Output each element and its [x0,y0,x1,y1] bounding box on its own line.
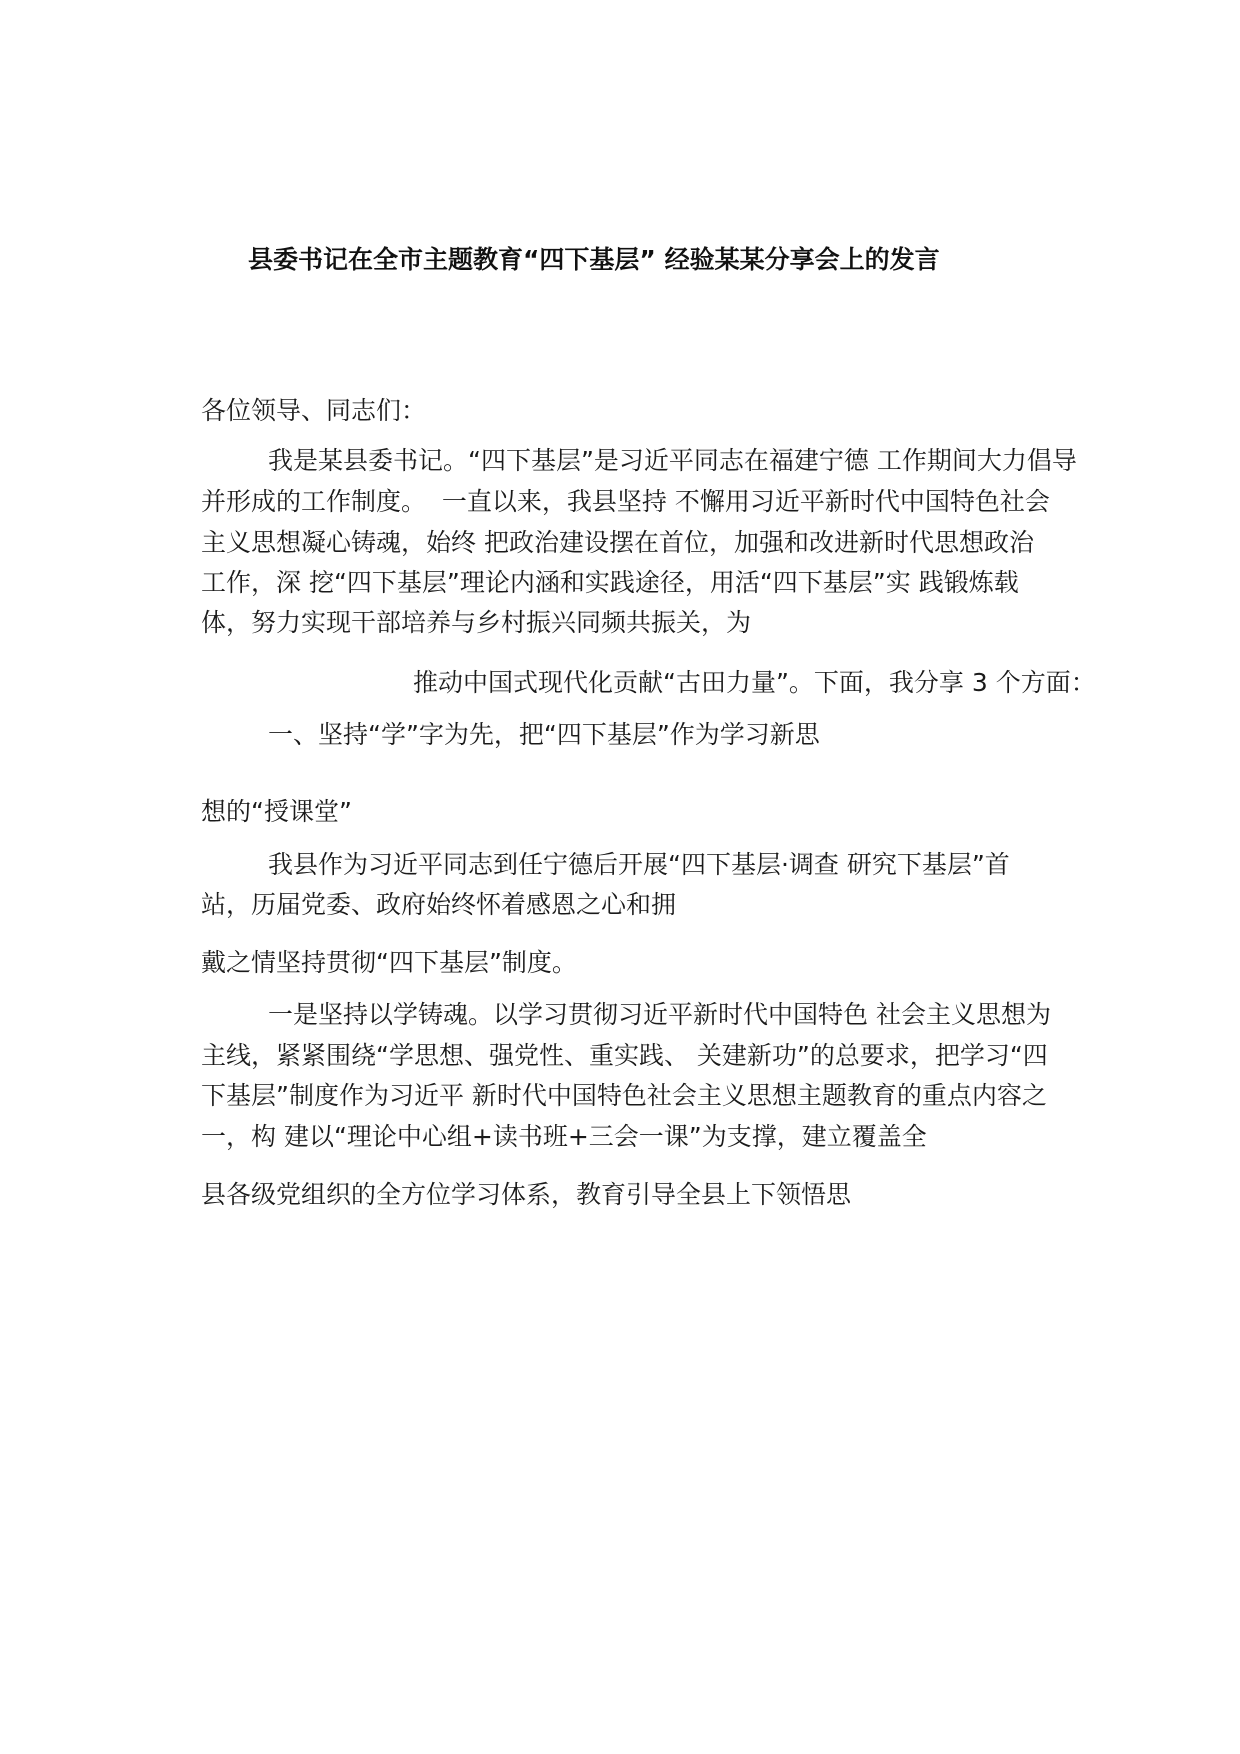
paragraph-line: 我是某县委书记。“四下基层”是习近平同志在福建宁德 工作期间大力倡导 [268,446,1077,475]
paragraph-line: 戴之情坚持贯彻“四下基层”制度。 [201,948,577,977]
heading-line: 想的“授课堂” [201,797,352,826]
document-title: 县委书记在全市主题教育“四下基层” 经验某某分享会上的发言 [248,245,940,274]
paragraph-line: 县各级党组织的全方位学习体系，教育引导全县上下领悟思 [201,1180,852,1209]
paragraph-line: 下基层”制度作为习近平 新时代中国特色社会主义思想主题教育的重点内容之 [201,1081,1047,1110]
paragraph-line: 推动中国式现代化贡献“古田力量”。下面，我分享 3 个方面： [413,668,1096,697]
heading-line: 一、坚持“学”字为先，把“四下基层”作为学习新思 [268,720,820,749]
paragraph-line: 一，构 建以“理论中心组+读书班+三会一课”为支撑，建立覆盖全 [201,1122,927,1151]
paragraph-line: 一是坚持以学铸魂。以学习贯彻习近平新时代中国特色 社会主义思想为 [268,1000,1051,1029]
paragraph-line: 我县作为习近平同志到任宁德后开展“四下基层·调查 研究下基层”首 [268,850,1010,879]
paragraph-line: 主线，紧紧围绕“学思想、强党性、重实践、 关建新功”的总要求，把学习“四 [201,1041,1048,1070]
salutation: 各位领导、同志们： [201,396,427,425]
paragraph-line: 工作，深 挖“四下基层”理论内涵和实践途径，用活“四下基层”实 践锻炼载 [201,568,1019,597]
paragraph-line: 体，努力实现干部培养与乡村振兴同频共振关，为 [201,608,752,637]
paragraph-line: 主义思想凝心铸魂，始终 把政治建设摆在首位，加强和改进新时代思想政治 [201,528,1034,557]
paragraph-line: 并形成的工作制度。 一直以来，我县坚持 不懈用习近平新时代中国特色社会 [201,487,1050,516]
paragraph-line: 站，历届党委、政府始终怀着感恩之心和拥 [201,890,677,919]
